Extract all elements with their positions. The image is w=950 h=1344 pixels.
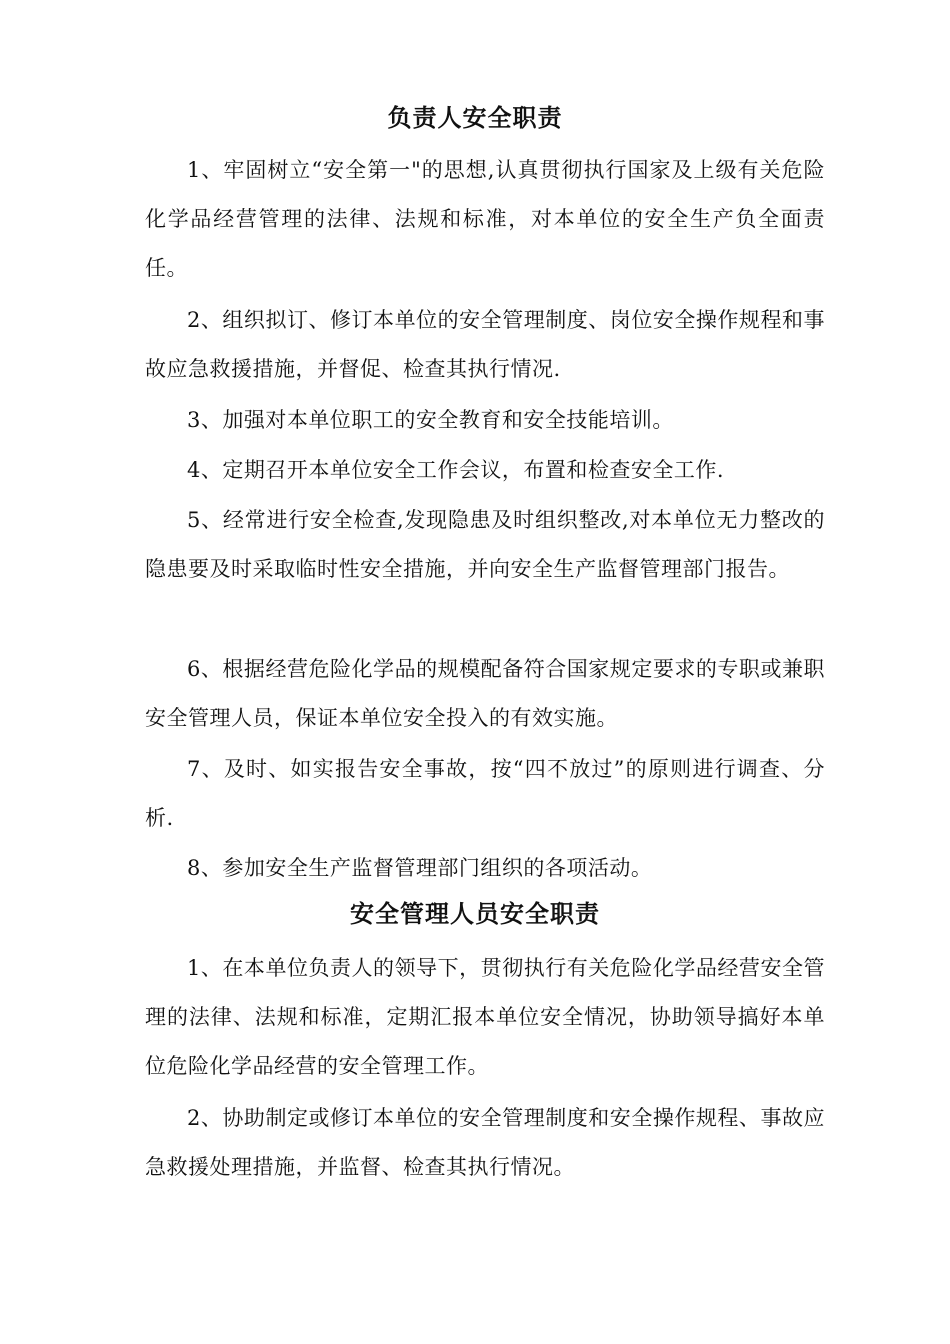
paragraph-item-1: 1、牢固树立“安全第一"的思想,认真贯彻执行国家及上级有关危险化学品经营管理的法律、法规和标准，对本单位的安全生产负全面责任。 [145,158,825,280]
paragraph-item-6: 6、根据经营危险化学品的规模配备符合国家规定要求的专职或兼职安全管理人员，保证本单位安全投入的有效实施。 [145,657,825,730]
paragraph-manager-item-2: 2、协助制定或修订本单位的安全管理制度和安全操作规程、事故应急救援处理措施，并监督、检查其执行情况。 [145,1106,825,1179]
paragraph-item-3: 3、加强对本单位职工的安全教育和安全技能培训。 [187,408,674,432]
section-title-safety-manager: 安全管理人员安全职责 [350,899,600,928]
paragraph-item-5: 5、经常进行安全检查,发现隐患及时组织整改,对本单位无力整改的隐患要及时采取临时性安全措施，并向安全生产监督管理部门报告。 [145,508,825,581]
paragraph-item-7: 7、及时、如实报告安全事故，按“四不放过”的原则进行调查、分析. [145,757,825,830]
paragraph-item-4: 4、定期召开本单位安全工作会议，布置和检查安全工作. [187,458,725,482]
paragraph-item-2: 2、组织拟订、修订本单位的安全管理制度、岗位安全操作规程和事故应急救援措施，并督促、检查其执行情况. [145,308,825,381]
section-title-responsible-person: 负责人安全职责 [387,103,563,132]
paragraph-item-8: 8、参加安全生产监督管理部门组织的各项活动。 [187,856,653,880]
paragraph-manager-item-1: 1、在本单位负责人的领导下，贯彻执行有关危险化学品经营安全管理的法律、法规和标准，定期汇报本单位安全情况，协助领导搞好本单位危险化学品经营的安全管理工作。 [145,956,825,1078]
